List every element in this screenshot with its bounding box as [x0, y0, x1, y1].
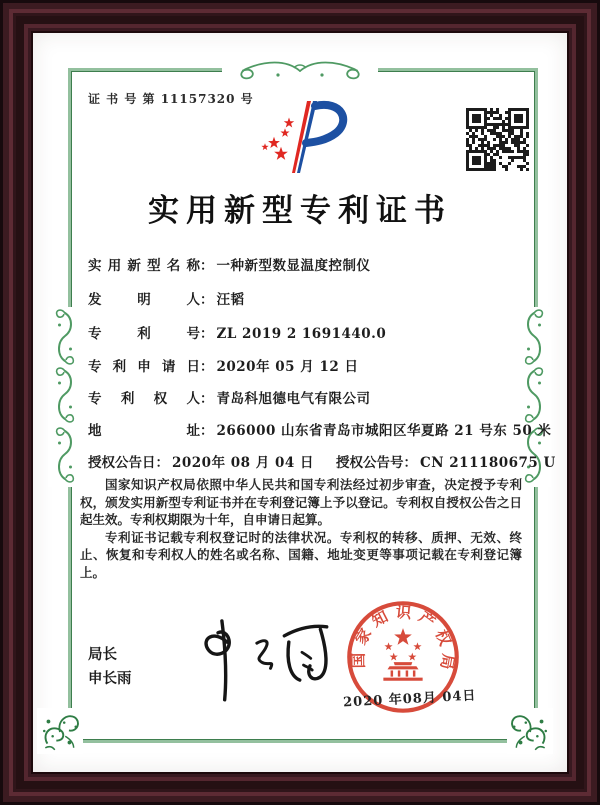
field-label: 授权公告日 — [88, 455, 156, 471]
director-name: 申长雨 — [88, 670, 132, 687]
field-row-filing-date — [88, 355, 358, 375]
field-row-name — [88, 254, 371, 274]
field-value: ZL 2019 2 1691440.0 — [216, 326, 387, 342]
field-colon: ： — [200, 359, 214, 375]
seal-date: 2020 年08月 04日 — [342, 688, 477, 711]
field-row-patentee — [88, 387, 371, 407]
field-colon: ： — [200, 391, 214, 407]
field-row-inventor — [88, 288, 245, 308]
field-value: 266000 山东省青岛市城阳区华夏路 21 号东 50 米 — [216, 423, 552, 439]
field-colon: ： — [200, 292, 214, 308]
seal-text: 国家知识产权局 — [348, 602, 459, 678]
national-emblem-icon — [383, 628, 422, 681]
field-label: 专利权人 — [88, 391, 200, 407]
field-label: 专利申请日 — [88, 359, 200, 375]
field-row-patent-number — [88, 322, 386, 342]
certificate-paper — [33, 33, 567, 772]
field-label: 地址 — [88, 423, 200, 439]
field-label: 发明人 — [88, 292, 200, 308]
grant-number-group — [336, 451, 556, 471]
field-row-grant — [88, 451, 556, 471]
field-label: 授权公告号 — [336, 455, 404, 471]
field-colon: ： — [200, 326, 214, 342]
director-signature — [189, 610, 342, 711]
grant-date-group — [88, 455, 314, 471]
director-signoff — [88, 643, 132, 691]
field-value: 2020年 08 月 04 日 — [172, 455, 314, 471]
body-paragraph-2: 专利证书记载专利权登记时的法律状况。专利权的转移、质押、无效、终止、恢复和专利权人的姓名或名称、国籍、地址变更等事项记载在专利登记簿上。 — [80, 529, 522, 580]
field-value: 汪韬 — [216, 292, 245, 308]
field-value: 青岛科旭德电气有限公司 — [216, 391, 371, 407]
field-colon: ： — [200, 258, 214, 274]
field-value: 一种新型数显温度控制仪 — [216, 258, 371, 274]
director-title: 局长 — [88, 646, 117, 663]
field-label: 实用新型名称 — [88, 258, 200, 274]
field-value: 2020年 05 月 12 日 — [216, 359, 359, 375]
field-row-address — [88, 419, 551, 439]
field-colon: ： — [403, 455, 417, 471]
bottom-left-flourish-icon — [37, 708, 83, 754]
certificate-title: 实用新型专利证书 — [148, 193, 452, 229]
left-flourish-icon — [48, 307, 82, 487]
field-colon: ： — [200, 423, 214, 439]
qr-code — [466, 108, 529, 171]
bottom-right-flourish-icon — [507, 708, 553, 754]
body-paragraph-1: 国家知识产权局依照中华人民共和国专利法经过初步审查，决定授予专利权，颁发实用新型专利证书并在专利登记簿上予以登记。专利权自授权公告之日起生效。专利权期限为十年，自申请日起算。 — [80, 477, 522, 527]
field-value: CN 211180675 U — [420, 455, 556, 471]
top-flourish-icon — [222, 57, 378, 83]
cnipa-logo-icon — [252, 97, 352, 179]
field-colon: ： — [155, 455, 169, 471]
certificate-body — [80, 476, 522, 581]
field-label: 专利号 — [88, 326, 200, 342]
certificate-number: 证 书 号 第 11157320 号 — [88, 92, 254, 106]
